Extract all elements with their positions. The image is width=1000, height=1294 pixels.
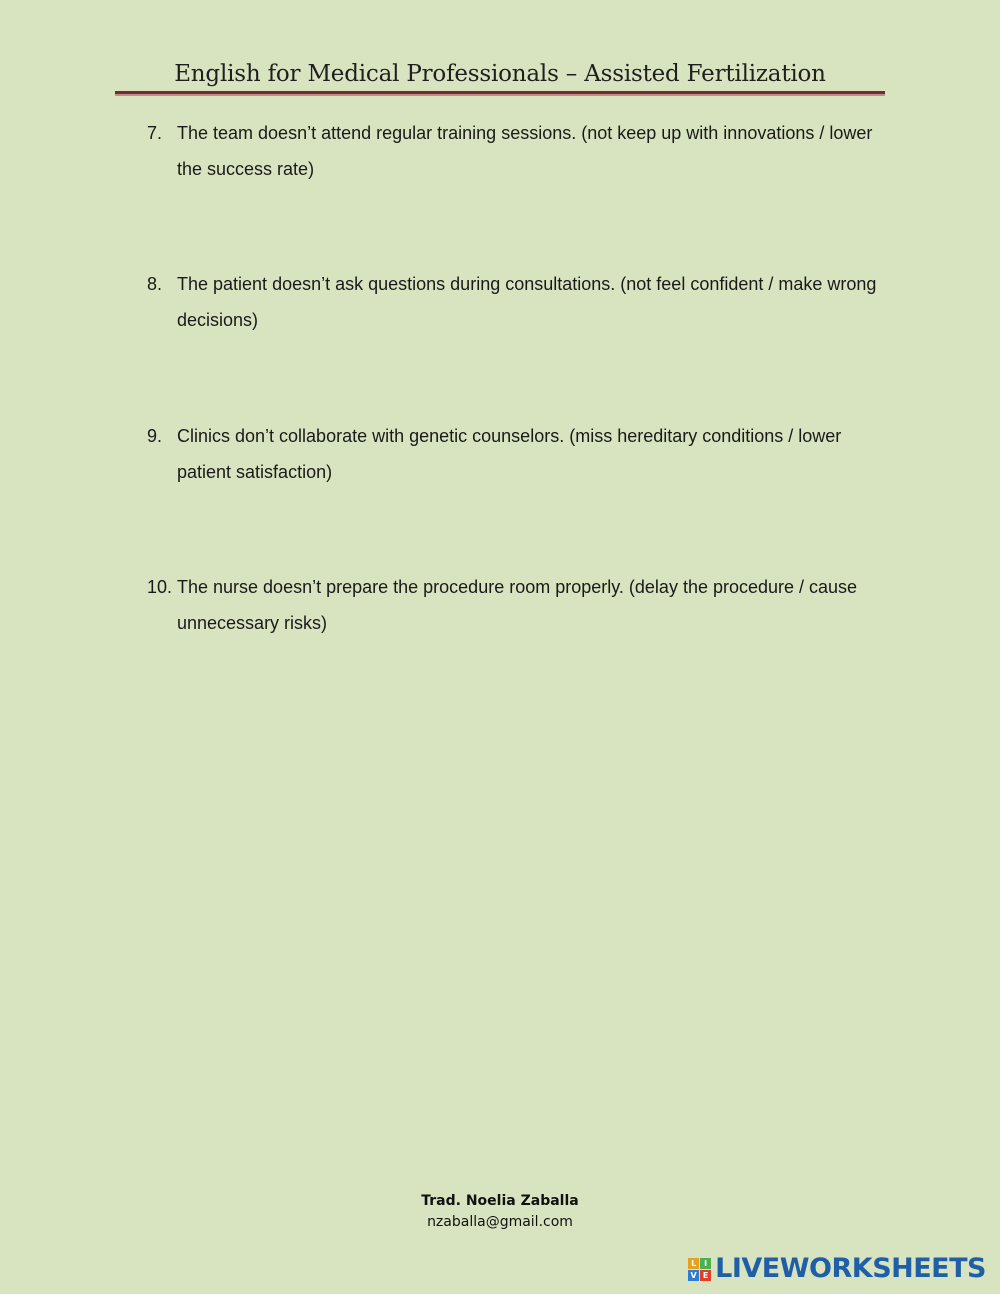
author-name: Trad. Noelia Zaballa — [421, 1193, 579, 1209]
logo-letter: E — [700, 1270, 711, 1281]
exercise-item-10 — [147, 569, 887, 641]
exercise-number: 8. — [147, 274, 163, 294]
page-title: English for Medical Professionals – Assisted Fertilization — [174, 61, 826, 87]
exercise-text: Clinics don’t collaborate with genetic counselors. (miss hereditary conditions / lower patient satisfaction) — [177, 426, 842, 482]
liveworksheets-brand — [688, 1252, 986, 1286]
exercise-item-9 — [147, 418, 887, 490]
exercise-number: 9. — [147, 426, 163, 446]
exercise-text: The patient doesn’t ask questions during consultations. (not feel confident / make wrong decisions) — [177, 274, 877, 330]
brand-name: LIVEWORKSHEETS — [715, 1253, 986, 1284]
page-footer — [0, 1190, 1000, 1232]
page-header — [115, 58, 885, 96]
exercise-item-7 — [147, 115, 887, 187]
logo-letter: V — [688, 1270, 699, 1281]
liveworksheets-logo-icon — [688, 1258, 711, 1281]
exercise-number: 7. — [147, 123, 163, 143]
logo-letter: I — [700, 1258, 711, 1269]
exercise-text: The nurse doesn’t prepare the procedure room properly. (delay the procedure / cause unnecessary risks) — [177, 577, 858, 633]
logo-letter: L — [688, 1258, 699, 1269]
author-email: nzaballa@gmail.com — [427, 1214, 573, 1230]
header-divider — [115, 91, 885, 96]
exercise-number: 10. — [147, 577, 173, 597]
exercise-text: The team doesn’t attend regular training sessions. (not keep up with innovations / lower the success rate) — [177, 123, 873, 179]
exercise-item-8 — [147, 266, 887, 338]
